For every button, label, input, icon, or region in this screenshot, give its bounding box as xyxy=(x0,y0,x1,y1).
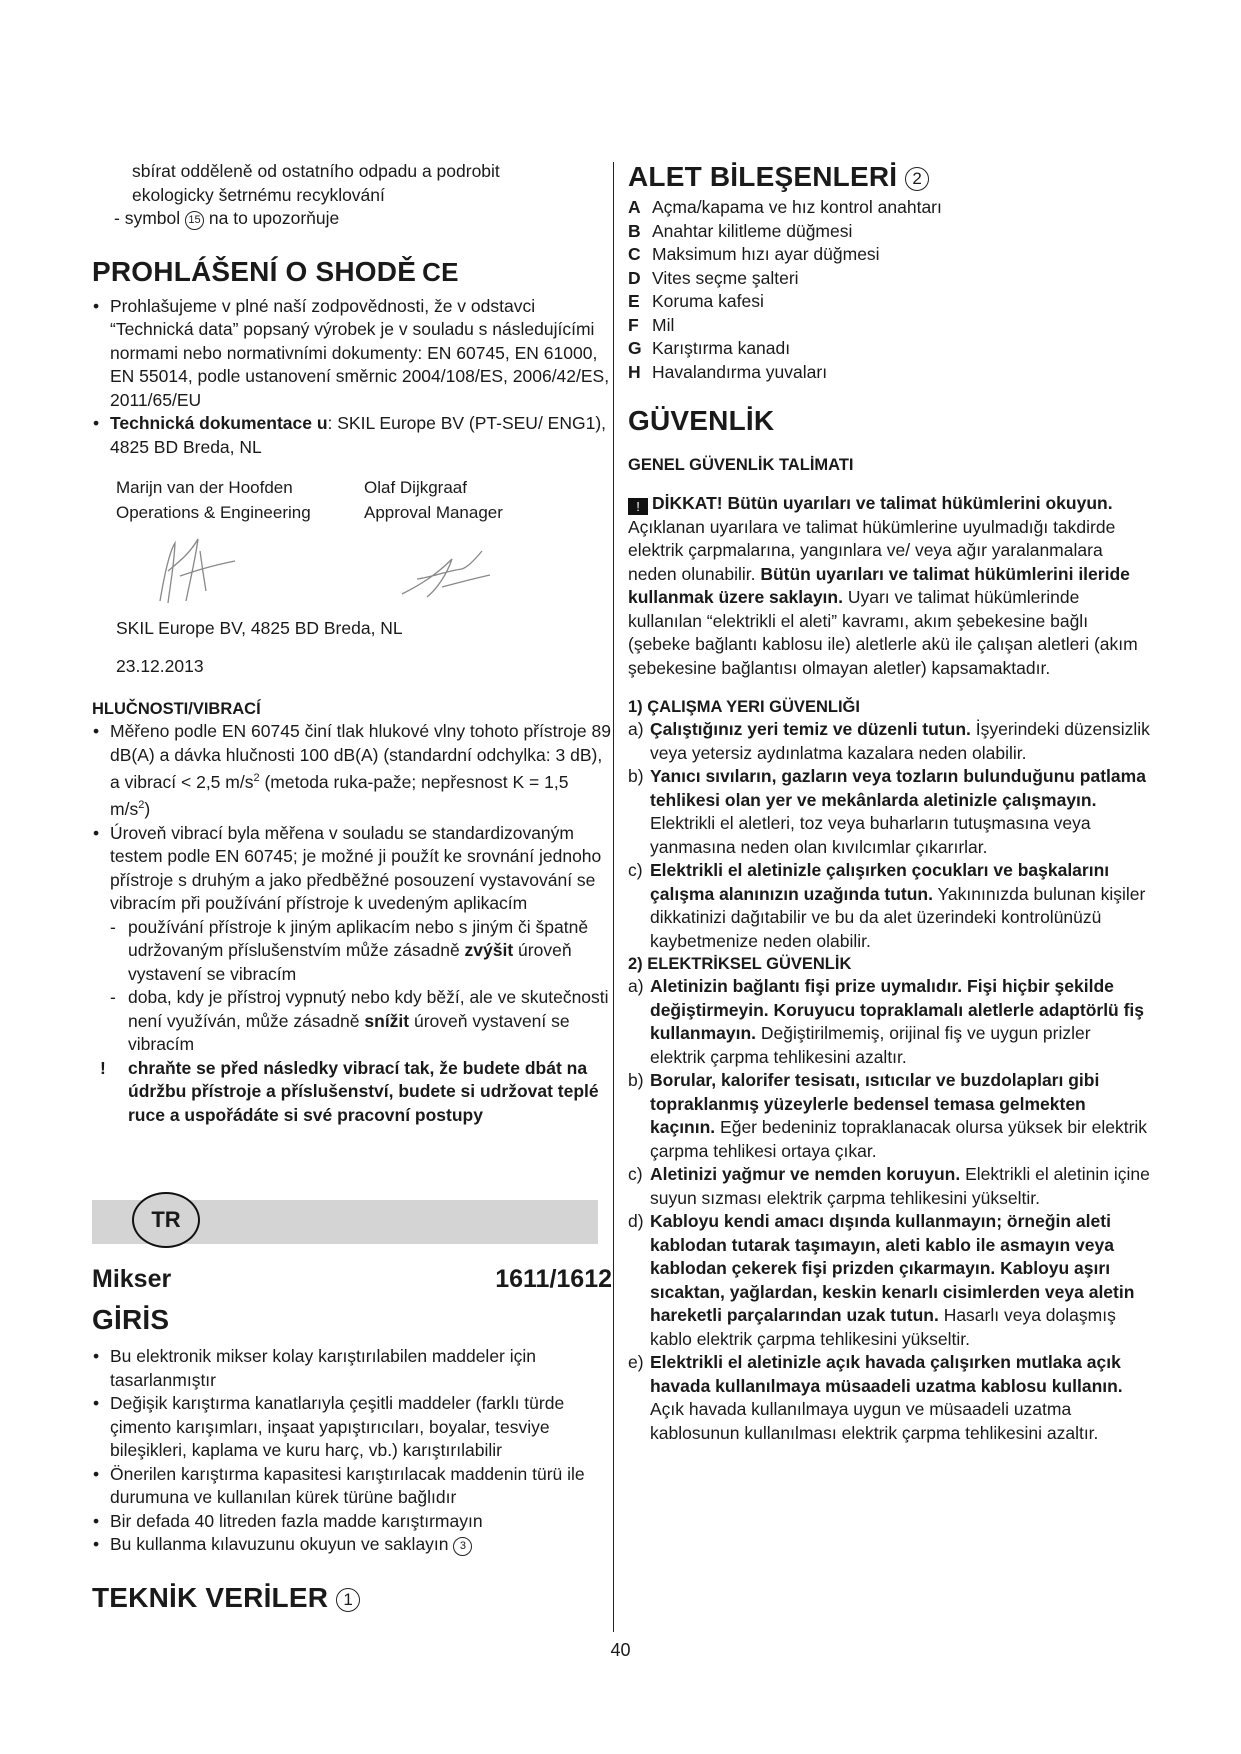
language-band xyxy=(92,1200,598,1244)
list-item: • Önerilen karıştırma kapasitesi karıştırılacak maddenin türü ile durumuna ve kullanılan kürek türüne bağlıdır xyxy=(92,1463,612,1510)
list-item: • Bir defada 40 litreden fazla madde karıştırmayın xyxy=(92,1510,612,1534)
noise-dash-2: - doba, kdy je přístroj vypnutý nebo kdy běží, ale ve skutečnosti není využíván, může zásadně snížit úroveň vystavení se vibracím xyxy=(110,987,609,1055)
vibration-warning: ! chraňte se před následky vibrací tak, že budete dbát na údržbu přístroje a příslušenství, budete si udržovat teplé ruce a uspořádáte si své pracovní postupy xyxy=(100,1057,599,1125)
intro-text: sbírat odděleně od ostatního odpadu a podrobit ekologicky šetrnému recyklování xyxy=(132,161,500,205)
left-column xyxy=(92,160,612,1127)
page-number: 40 xyxy=(610,1640,631,1660)
declaration-bullet: • Prohlašujeme v plné naší zodpovědnosti, že v odstavci “Technická data” popsaný výrobek je v souladu s následujícími normami nebo normativními dokumenty: EN 60745, EN 61000, EN 55014, podle ustanovení směrnic 2004/108/ES, 2006/42/ES, 2011/65/EU xyxy=(92,295,612,413)
column-divider xyxy=(613,162,614,1632)
list-item: a) Aletinizin bağlantı fişi prize uymalıdır. Fişi hiçbir şekilde değiştirmeyin. Koruyucu topraklamalı aletlerle adaptörlü fiş kullanmayın. Değiştirilmemiş, orijinal fiş ve uygun prizler elektrik çarpma tehlikesini azaltır. xyxy=(628,976,1145,1067)
company-address: SKIL Europe BV, 4825 BD Breda, NL xyxy=(116,618,403,638)
tech-doc-bullet: • Technická dokumentace u: SKIL Europe BV (PT-SEU/ ENG1), 4825 BD Breda, NL xyxy=(92,412,612,459)
left-column-lower xyxy=(92,1263,612,1615)
number-3-icon: 3 xyxy=(453,1537,472,1556)
components-legend xyxy=(628,196,1150,384)
list-item: d) Kabloyu kendi amacı dışında kullanmayın; örneğin aleti kablodan tutarak taşımayın, aleti kablo ile asmayın veya kablodan çekerek fişi prizden çıkarmayın. Kabloyu aşırı sıcaktan, yağlardan, keskin kenarlı cisimlerden veya aletin hareketli parçalarından uzak tutun. Hasarlı veya dolaşmış kablo elektrik çarpma tehlikesini yükseltir. xyxy=(628,1211,1135,1349)
giris-heading: GİRİS xyxy=(92,1304,170,1335)
signer-1-name: Marijn van der Hoofden xyxy=(116,478,293,497)
work-area-heading: 1) ÇALIŞMA YERI GÜVENLIĞI xyxy=(628,698,860,716)
number-1-icon: 1 xyxy=(336,1588,360,1612)
list-item: B Anahtar kilitleme düğmesi xyxy=(628,220,853,241)
list-item: • Bu kullanma kılavuzunu okuyun ve saklayın 3 xyxy=(92,1533,612,1557)
list-item: c) Aletinizi yağmur ve nemden koruyun. Elektrikli el aletinin içine suyun sızması elektrik çarpma tehlikesini yükseltir. xyxy=(628,1164,1150,1208)
list-item: D Vites seçme şalteri xyxy=(628,267,799,288)
declaration-date: 23.12.2013 xyxy=(116,655,204,676)
components-heading: ALET BİLEŞENLERİ 2 xyxy=(628,160,1150,194)
signature-2-icon xyxy=(392,539,502,609)
noise-bullet-1: • Měřeno podle EN 60745 činí tlak hlukové vlny tohoto přístroje 89 dB(A) a dávka hlučnosti 100 dB(A) (standardní odchylka: 3 dB), a vibrací < 2,5 $m/s^2$ (metoda ruka-paže; nepřesnost K = 1,5 $m/s^2$) xyxy=(92,720,612,822)
signer-2-role: Approval Manager xyxy=(364,503,503,522)
safety-heading: GÜVENLİK xyxy=(628,405,775,436)
noise-heading: HLUČNOSTI/VIBRACÍ xyxy=(92,700,261,718)
noise-bullet-2: • Úroveň vibrací byla měřena v souladu se standardizovaným testem podle EN 60745; je možné ji použít ke srovnání jednoho přístroje s druhým a jako předběžné posouzení vystavování se vibracím při používání přístroje k uvedeným aplikacím xyxy=(92,822,612,916)
language-badge: TR xyxy=(132,1192,200,1248)
warning-icon: ! xyxy=(628,498,648,515)
list-item: G Karıştırma kanadı xyxy=(628,338,791,358)
list-item: • Değişik karıştırma kanatlarıyla çeşitli maddeler (farklı türde çimento karışımları, inşaat yapıştırıcıları, boyalar, tesviye bileşikleri, kaplama ve kuru harç, vb.) karıştırılabilir xyxy=(92,1392,612,1463)
general-warning: ! DİKKAT! Bütün uyarıları ve talimat hükümlerini okuyun. Açıklanan uyarılara ve talimat hükümlerine uyulmadığı takdirde elektrik çarpmalarına, yangınlara ve/ veya ağır yaralanmalara neden olunabilir. Bütün uyarıları ve talimat hükümlerini ileride kullanmak üzere saklayın. Uyarı ve talimat hükümlerinde kullanılan “elektrikli el aleti” kavramı, akım şebekesine bağlı (şebeke bağlantı kablosu ile) aletlerle akü ile çalışan aletleri (akım şebekesine bağlantısı olmayan aletler) kapsamaktadır. xyxy=(628,493,1138,678)
signature-1-icon xyxy=(140,531,250,611)
list-item: E Koruma kafesi xyxy=(628,291,764,311)
right-column xyxy=(628,160,1150,1445)
signatures xyxy=(92,525,612,617)
number-15-icon: 15 xyxy=(185,211,204,230)
electrical-heading: 2) ELEKTRİKSEL GÜVENLİK xyxy=(628,955,852,973)
list-item: H Havalandırma yuvaları xyxy=(628,361,828,382)
list-item: • Bu elektronik mikser kolay karıştırılabilen maddeler için tasarlanmıştır xyxy=(92,1345,612,1392)
noise-dash-1: - používání přístroje k jiným aplikacím nebo s jiným či špatně udržovaným příslušenstvím může zásadně zvýšit úroveň vystavení se vibracím xyxy=(110,916,589,984)
number-2-icon: 2 xyxy=(905,167,929,191)
list-item: c) Elektrikli el aletinizle çalışırken çocukları ve başkalarını çalışma alanınızın uzağında tutun. Yakınınızda bulunan kişiler dikkatinizi dağıtabilir ve bu da alet üzerindeki kontrolünüzü kaybetmenize neden olabilir. xyxy=(628,860,1146,951)
signatories xyxy=(116,475,612,525)
product-title: Mikser 1611/1612 xyxy=(92,1265,612,1293)
list-item: C Maksimum hızı ayar düğmesi xyxy=(628,244,880,264)
list-item: b) Borular, kalorifer tesisatı, ısıtıcılar ve buzdolapları gibi topraklanmış yüzeylerle bedensel temasa gelmekten kaçının. Eğer bedeniniz topraklanacak olursa yüksek bir elektrik çarpma tehlikesi ortaya çıkar. xyxy=(628,1070,1148,1161)
list-item: b) Yanıcı sıvıların, gazların veya tozların bulunduğunu patlama tehlikesi olan yer ve mekânlarda aletinizle çalışmayın. Elektrikli el aletleri, toz veya buharların tutuşmasına veya yanmasına neden olan kıvılcımlar çıkarırlar. xyxy=(628,766,1146,857)
list-item: e) Elektrikli el aletinizle açık havada çalışırken mutlaka açık havada kullanılmaya müsaadeli uzatma kablosu kullanın. Açık havada kullanılmaya uygun ve müsaadeli uzatma kablosunun kullanılması elektrik çarpma tehlikesini azaltır. xyxy=(628,1352,1123,1443)
tech-data-heading: TEKNİK VERİLER 1 xyxy=(92,1581,612,1615)
ce-mark-icon: CE xyxy=(422,256,459,287)
general-safety-heading: GENEL GÜVENLİK TALİMATI xyxy=(628,456,854,474)
list-item: a) Çalıştığınız yeri temiz ve düzenli tutun. İşyerindeki düzensizlik veya yetersiz aydınlatma kazalara neden olabilir. xyxy=(628,719,1150,763)
giris-list xyxy=(92,1345,612,1557)
list-item: A Açma/kapama ve hız kontrol anahtarı xyxy=(628,197,942,217)
signer-1-role: Operations & Engineering xyxy=(116,503,311,522)
exclamation-icon: ! xyxy=(100,1057,106,1078)
declaration-heading: PROHLÁŠENÍ O SHODĚ CE xyxy=(92,255,459,287)
symbol-line: - symbol 15 na to upozorňuje xyxy=(114,208,340,228)
list-item: F Mil xyxy=(628,314,675,335)
signer-2-name: Olaf Dijkgraaf xyxy=(364,478,467,497)
